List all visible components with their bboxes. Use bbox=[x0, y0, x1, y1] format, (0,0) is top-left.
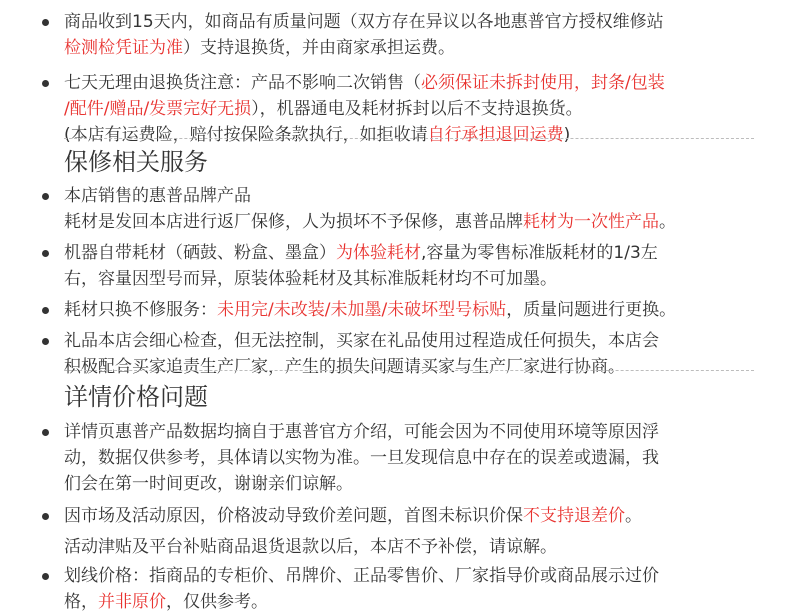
list-item bbox=[0, 240, 790, 292]
text-span: 格， bbox=[64, 592, 98, 612]
text-line: 礼品本店会细心检查，但无法控制，买家在礼品使用过程造成任何损失，本店会 bbox=[64, 331, 659, 351]
bullet-icon bbox=[42, 429, 49, 436]
list-item bbox=[0, 183, 790, 235]
text-line: 动，数据仅供参考，具体请以实物为准。一旦发现信息中存在的误差或遗漏，我 bbox=[64, 448, 659, 468]
text-line bbox=[64, 209, 790, 235]
highlight-text: 未用完/未改装/未加墨/未破坏型号标贴 bbox=[217, 300, 507, 320]
text-span: 耗材是发回本店进行返厂保修，人为损坏不予保修，惠普品牌 bbox=[64, 212, 523, 232]
text-span: 机器自带耗材（硒鼓、粉盒、墨盒） bbox=[64, 243, 336, 263]
text-line: 积极配合买家追责生产厂家，产生的损失问题请买家与生产厂家进行协商。 bbox=[64, 357, 625, 377]
text-span: 耗材只换不修服务： bbox=[64, 300, 217, 320]
text-span: 因市场及活动原因，价格波动导致价差问题，首图未标识价保 bbox=[64, 506, 523, 526]
text-span: ）支持退换货，并由商家承担运费。 bbox=[183, 38, 455, 58]
highlight-text: /配件/赠品/发票完好无损 bbox=[64, 99, 252, 119]
text-line bbox=[64, 589, 790, 615]
bullet-icon bbox=[42, 338, 49, 345]
text-line: 活动津贴及平台补贴商品退货退款以后，本店不予补偿，请谅解。 bbox=[64, 537, 557, 557]
bullet-icon bbox=[42, 19, 49, 26]
text-line bbox=[64, 122, 790, 148]
bullet-icon bbox=[42, 193, 49, 200]
bullet-icon bbox=[42, 573, 49, 580]
text-line bbox=[64, 70, 790, 96]
text-span: ），机器通电及耗材拆封以后不支持退换货。 bbox=[251, 99, 583, 119]
text-line bbox=[64, 96, 790, 122]
warranty-heading: 保修相关服务 bbox=[64, 148, 208, 176]
list-item bbox=[0, 503, 790, 560]
list-item bbox=[0, 563, 790, 615]
bullet-icon bbox=[42, 80, 49, 87]
text-span: ,容量为零售标准版耗材的1/3左 bbox=[421, 243, 658, 263]
bullet-icon bbox=[42, 307, 49, 314]
text-span: (本店有运费险，赔付按保险条款执行，如拒收请 bbox=[64, 125, 428, 145]
highlight-text: 并非原价 bbox=[98, 592, 166, 612]
text-line bbox=[64, 297, 790, 323]
list-item bbox=[0, 9, 790, 61]
highlight-text: 耗材为一次性产品 bbox=[523, 212, 659, 232]
section-divider bbox=[64, 370, 754, 371]
text-line bbox=[64, 240, 790, 266]
list-item bbox=[0, 70, 790, 148]
pricing-heading: 详情价格问题 bbox=[64, 383, 208, 411]
return-policy-section bbox=[0, 9, 790, 148]
text-line: 们会在第一时间更改，谢谢亲们谅解。 bbox=[64, 474, 353, 494]
text-line bbox=[64, 503, 790, 529]
text-span: ) bbox=[563, 125, 571, 145]
list-item bbox=[0, 328, 790, 380]
list-item bbox=[0, 297, 790, 323]
bullet-icon bbox=[42, 513, 49, 520]
text-line: 商品收到15天内，如商品有质量问题（双方存在异议以各地惠普官方授权维修站 bbox=[64, 12, 664, 32]
warranty-section bbox=[0, 183, 790, 380]
highlight-text: 为体验耗材 bbox=[336, 243, 421, 263]
text-line bbox=[64, 35, 790, 61]
list-item bbox=[0, 419, 790, 497]
section-divider bbox=[64, 138, 754, 139]
text-line: 右，容量因型号而异，原装体验耗材及其标准版耗材均不可加墨。 bbox=[64, 269, 557, 289]
text-span: 七天无理由退换货注意：产品不影响二次销售（ bbox=[64, 73, 421, 93]
text-span: 。 bbox=[625, 506, 642, 526]
highlight-text: 检测检凭证为准 bbox=[64, 38, 183, 58]
text-span: ，质量问题进行更换。 bbox=[506, 300, 677, 320]
highlight-text: 不支持退差价 bbox=[523, 506, 625, 526]
highlight-text: 必须保证未拆封使用，封条/包装 bbox=[421, 73, 665, 93]
pricing-section bbox=[0, 419, 790, 615]
bullet-icon bbox=[42, 250, 49, 257]
text-line: 本店销售的惠普品牌产品 bbox=[64, 186, 251, 206]
text-span: 。 bbox=[659, 212, 676, 232]
text-line: 详情页惠普产品数据均摘自于惠普官方介绍，可能会因为不同使用环境等原因浮 bbox=[64, 422, 659, 442]
text-span: ，仅供参考。 bbox=[166, 592, 268, 612]
text-line: 划线价格：指商品的专柜价、吊牌价、正品零售价、厂家指导价或商品展示过价 bbox=[64, 566, 659, 586]
highlight-text: 自行承担退回运费 bbox=[427, 125, 564, 145]
